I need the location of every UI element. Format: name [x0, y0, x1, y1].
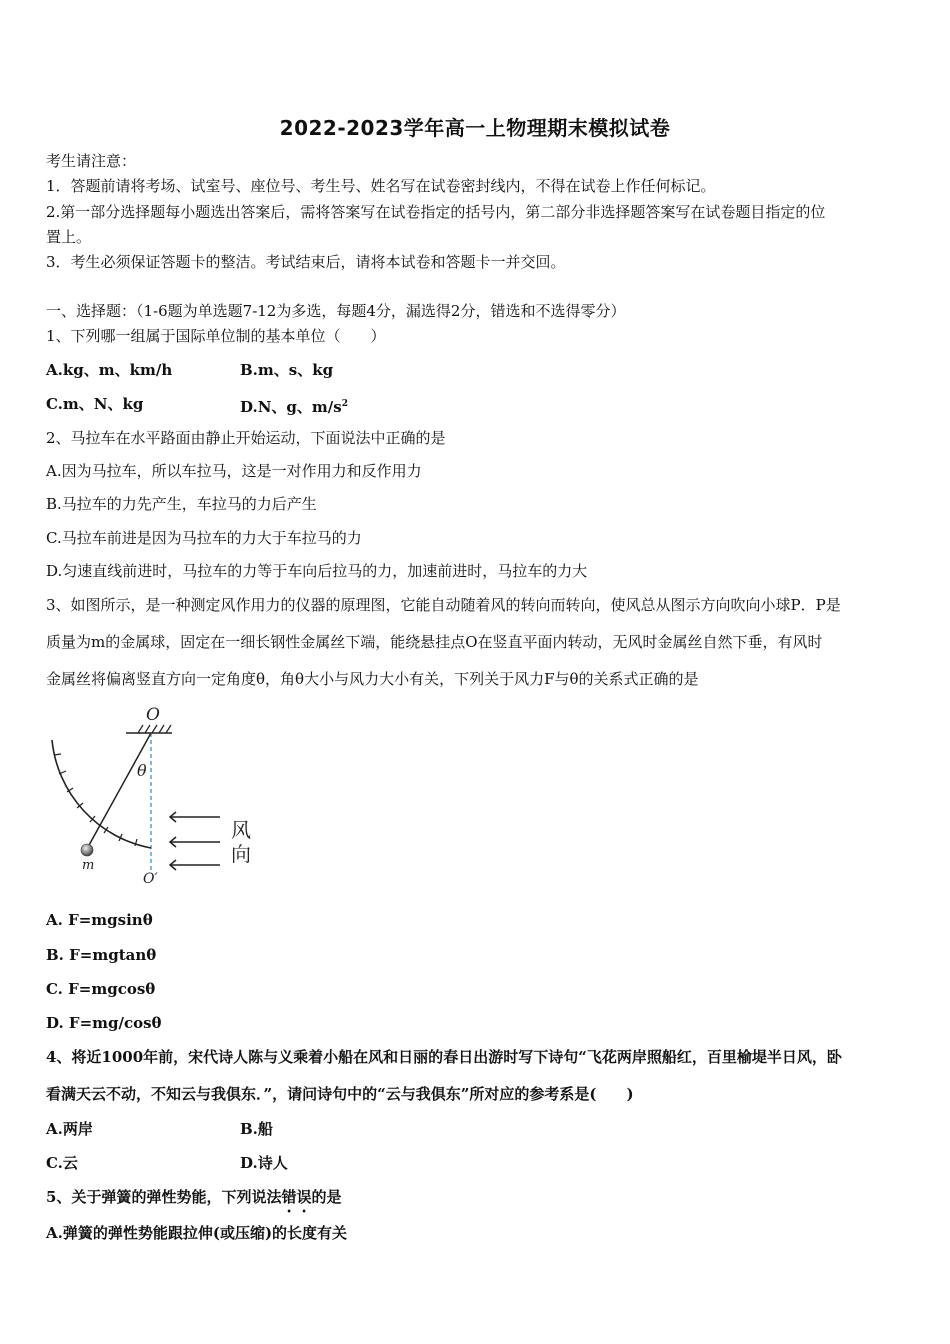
q5-stem-prefix: 5、关于弹簧的弹性势能，下列说法: [46, 1188, 282, 1206]
q3-option-d: D. F=mg/cosθ: [46, 1014, 162, 1032]
label-o-prime: O′: [143, 871, 158, 887]
q4-stem-line-1: 4、将近1000年前，宋代诗人陈与义乘着小船在风和日丽的春日出游时写下诗句“飞花两岸照船红，百里榆堤半日风，卧: [46, 1048, 842, 1066]
arc-scale: [52, 740, 151, 848]
notice-item-3: 3．考生必须保证答题卡的整洁。考试结束后，请将本试卷和答题卡一并交回。: [46, 253, 566, 271]
q1-option-d-text: D.N、g、m/s: [240, 398, 342, 416]
page-title: 2022-2023学年高一上物理期末模拟试卷: [279, 116, 671, 140]
metal-wire: [88, 733, 151, 847]
label-wind-2: 向: [231, 842, 251, 866]
q4-option-c: C.云: [46, 1154, 78, 1172]
notice-heading: 考生请注意：: [46, 152, 137, 170]
q1-option-a: A.kg、m、km/h: [46, 361, 173, 379]
label-o: O: [146, 705, 160, 725]
q4-option-a: A.两岸: [46, 1120, 93, 1138]
q3-stem-line-1: 3、如图所示，是一种测定风作用力的仪器的原理图，它能自动随着风的转向而转向，使风总从图示方向吹向小球P．P是: [46, 596, 841, 614]
q3-stem-line-3: 金属丝将偏离竖直方向一定角度θ，角θ大小与风力大小有关，下列关于风力F与θ的关系式正确的是: [46, 670, 699, 688]
q5-stem-suffix: 的是: [311, 1188, 342, 1206]
metal-ball: [81, 844, 93, 856]
label-theta: θ: [137, 761, 147, 780]
q2-option-c: C.马拉车前进是因为马拉车的力大于车拉马的力: [46, 529, 362, 547]
q3-option-c: C. F=mgcosθ: [46, 980, 156, 998]
q1-option-d: [240, 394, 348, 417]
wind-arrows: [170, 812, 220, 870]
q4-option-d: D.诗人: [240, 1154, 288, 1172]
q2-option-d: D.匀速直线前进时，马拉车的力等于车向后拉马的力，加速前进时，马拉车的力大: [46, 562, 588, 580]
q5-option-a: A.弹簧的弹性势能跟拉伸(或压缩)的长度有关: [46, 1224, 348, 1242]
q2-option-b: B.马拉车的力先产生，车拉马的力后产生: [46, 495, 317, 513]
notice-item-2-cont: 置上。: [46, 228, 92, 246]
q2-option-a: A.因为马拉车，所以车拉马，这是一对作用力和反作用力: [46, 462, 422, 480]
section-header: 一、选择题：（1-6题为单选题7-12为多选，每题4分，漏选得2分，错选和不选得零分）: [46, 302, 626, 320]
label-m: m: [82, 858, 95, 873]
support-hatch: [138, 725, 171, 733]
label-wind-1: 风: [231, 818, 251, 842]
q4-option-b: B.船: [240, 1120, 273, 1138]
q5-stem: [46, 1187, 906, 1216]
q3-stem-line-2: 质量为m的金属球，固定在一细长钢性金属丝下端，能绕悬挂点O在竖直平面内转动，无风时金属丝自然下垂，有风时: [46, 633, 823, 651]
q1-option-c: C.m、N、kg: [46, 395, 144, 413]
wind-force-diagram: [40, 700, 280, 890]
q4-stem-line-2: 看满天云不动，不知云与我俱东．”，请问诗句中的“云与我俱东”所对应的参考系是( ): [46, 1085, 634, 1103]
q5-stem-emphasis: 错误: [281, 1188, 312, 1206]
q1-stem: 1、下列哪一组属于国际单位制的基本单位（ ）: [46, 327, 386, 345]
q1-option-d-sup: 2: [341, 399, 348, 409]
notice-item-2: 2.第一部分选择题每小题选出答案后，需将答案写在试卷指定的括号内，第二部分非选择题答案写在试卷题目指定的位: [46, 203, 826, 221]
q2-stem: 2、马拉车在水平路面由静止开始运动，下面说法中正确的是: [46, 429, 446, 447]
q3-option-a: A. F=mgsinθ: [46, 911, 153, 929]
notice-item-1: 1．答题前请将考场、试室号、座位号、考生号、姓名写在试卷密封线内，不得在试卷上作任何标记。: [46, 177, 716, 195]
q3-option-b: B. F=mgtanθ: [46, 946, 157, 964]
q1-option-b: B.m、s、kg: [240, 361, 334, 379]
